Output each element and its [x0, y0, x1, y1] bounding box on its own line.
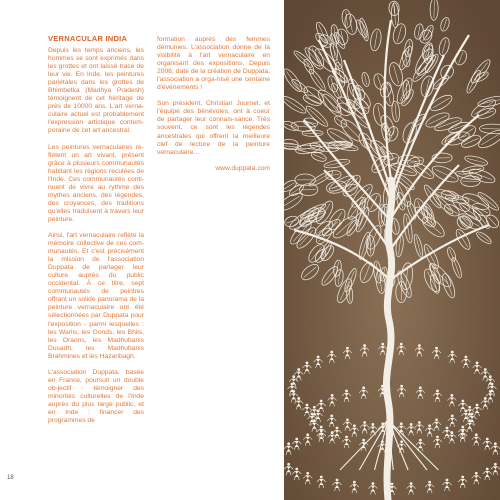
- tree-of-life-illustration: [284, 0, 500, 500]
- website-link[interactable]: www.duppata.com: [215, 164, 270, 172]
- paragraph: L'association Duppata, basée en France, poursuit un double ob-jectif : témoigner des minorités culturelles de l'Inde auprès du plus large public, et en Inde : financer des programmes de: [48, 368, 144, 425]
- page-number: 18: [7, 475, 14, 481]
- paragraph: Son président, Christian Journet, et l'équipe des bénévoles, ont à coeur de partager leur connais-sance. Très souvent, ce sont les légendes ancestrales qui offrent la meilleure clef de lecture de la peinture vernaculaire…: [157, 100, 270, 156]
- section-heading: VERNACULAR INDIA: [48, 34, 128, 43]
- paragraph: Ainsi, l'art vernaculaire reflète la mémoire collective de ces com-munautés. Et c'est précisément la mission de l'association Duppata de partager leur culture auprès du public occidental. À ce titre, sept communautés de peintres offrant un solide panorama de la peinture vernaculaire ont été sélectionnées par Duppata pour l'exposition - parmi lesquelles : les Warlis, les Gonds, les Bhils, les Oraons, les Madhubanis Dusadh, les Madhubanis Brahmines et les Hazaribagh.: [48, 231, 144, 360]
- warli-tree-painting: [284, 0, 500, 500]
- text-column-1: [48, 34, 144, 433]
- paragraph: Depuis les temps anciens, les hommes se sont exprimés dans les grottes et ont laissé trace de leur vie. En Inde, les peintures pariétales dans les grottes de Bhimbetka (Madhya Pradesh) témoignent de cet héritage de près de 10000 ans. L'art verna-culaire actuel est probablement l'expression artistique contem-poraine de cet art ancestral.: [48, 47, 144, 135]
- text-column-2: [157, 36, 270, 173]
- paragraph: Les peintures vernaculaires re-flètent un art vivant, présent grâce à plusieurs communautés habitant les régions reculées de l'Inde. Ces communautés conti-nuent de vivre au rythme des mythes anciens, des légendes, des croyances, des traditions qu'elles traduisent à travers leur peinture.: [48, 143, 144, 223]
- paragraph: formation auprès des femmes démunies. L'association donne de la visibilité à l'art vernaculaire en organisant des expositions. Depuis 2008, date de la création de Duppata, l'association a orga-nisé une centaine d'événements !: [157, 36, 270, 92]
